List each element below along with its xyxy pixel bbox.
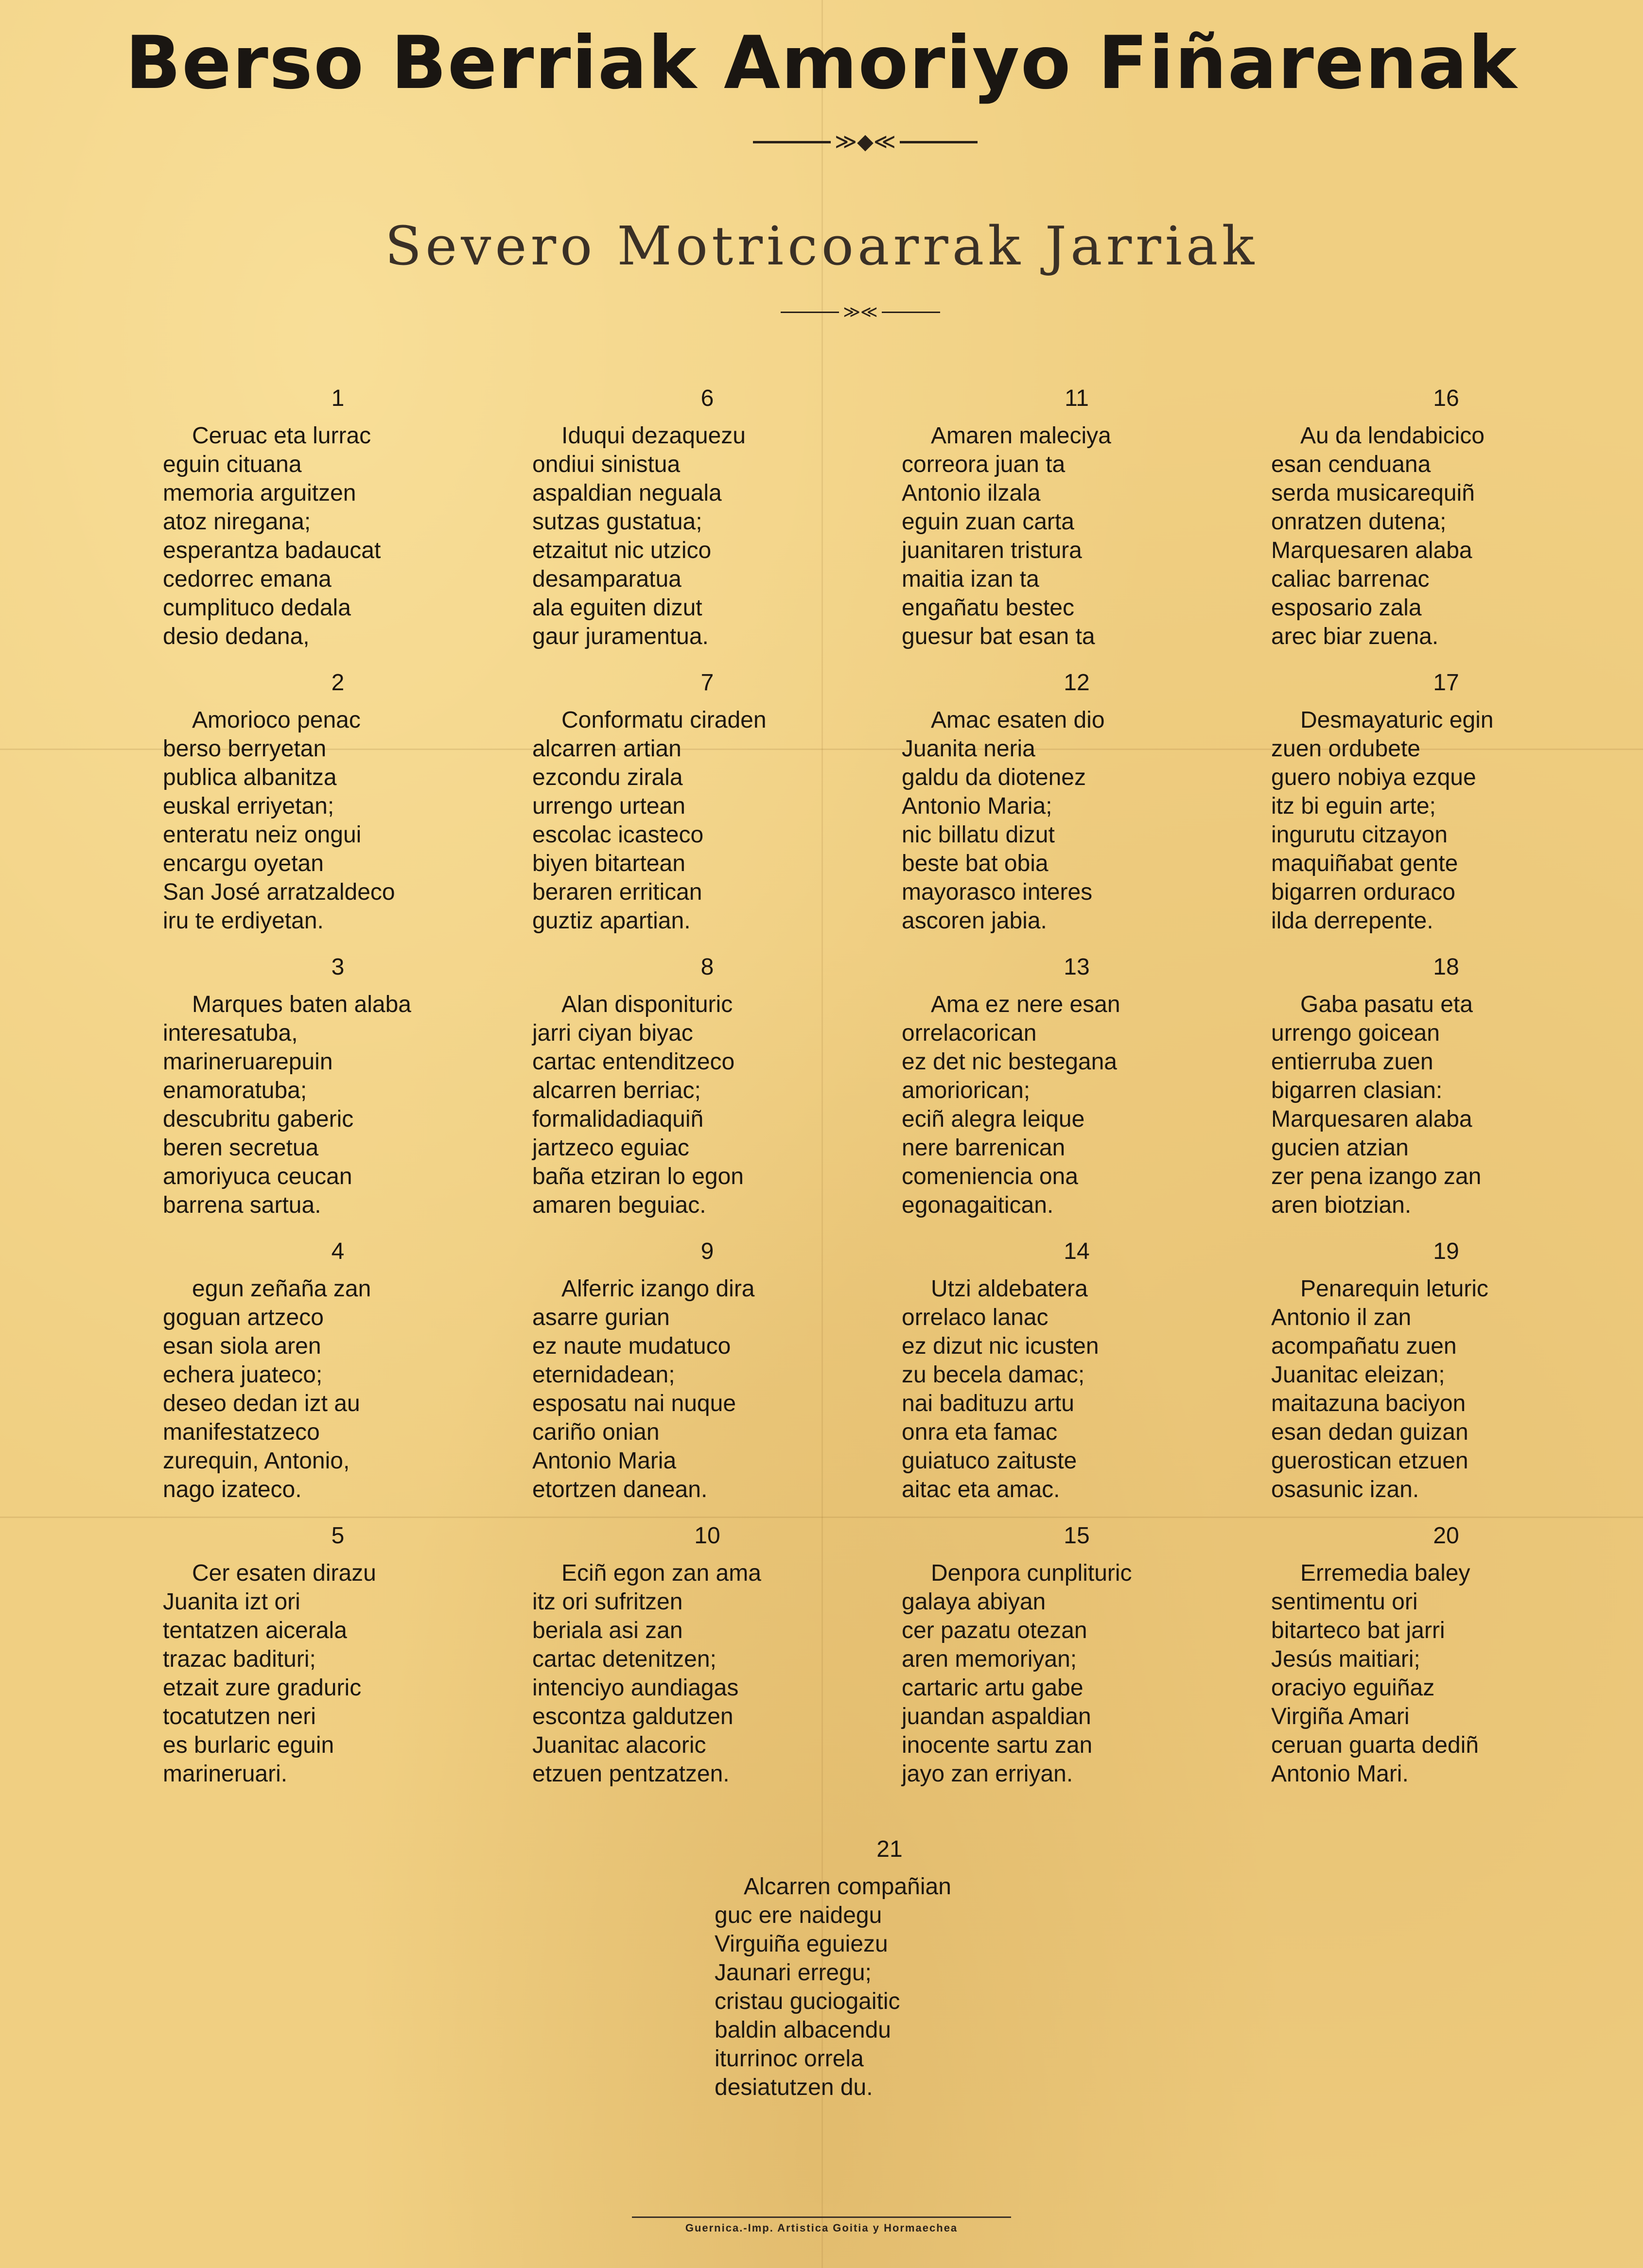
verse-line: Virgiña Amari [1271,1704,1410,1729]
verse-line: berso berryetan [163,736,327,762]
verse-number: 16 [1433,385,1459,411]
verse-line: juanitaren tristura [902,538,1082,563]
verse-line: cariño onian [532,1419,660,1445]
verse-line: ez dizut nic icusten [902,1333,1099,1359]
verse-line: cartaric artu gabe [902,1675,1084,1701]
verse-line: esan siola aren [163,1333,321,1359]
verse-line: esan dedan guizan [1271,1419,1468,1445]
verse-line: aren biotzian. [1271,1192,1412,1218]
verse-line: eguin cituana [163,452,302,477]
subtitle-ornament: ≫≪ [773,304,948,320]
page-subtitle: Severo Motricoarrak Jarriak [385,215,1258,277]
verse-line: amoriyuca ceucan [163,1164,352,1189]
verse-line: es burlaric eguin [163,1732,334,1758]
verse-line: ez naute mudatuco [532,1333,731,1359]
verse-line: zurequin, Antonio, [163,1448,350,1474]
verse-line: esan cenduana [1271,452,1431,477]
verse-5 [163,1521,513,1788]
verse-line: onratzen dutena; [1271,509,1447,535]
verse-number: 14 [1064,1239,1090,1264]
verse-line: marineruari. [163,1761,288,1787]
verse-line: Amaren maleciya [931,423,1111,449]
verse-line: esperantza badaucat [163,538,381,563]
verse-line: memoria arguitzen [163,480,356,506]
verse-line: Marquesaren alaba [1271,538,1472,563]
verse-7 [532,668,882,935]
page-title: Berso Berriak Amoriyo Fiñarenak [125,21,1518,105]
verse-line: barrena sartua. [163,1192,321,1218]
verse-line: alcarren artian [532,736,682,762]
verse-line: Juanitac alacoric [532,1732,706,1758]
verse-line: Marquesaren alaba [1271,1106,1472,1132]
verse-15 [902,1521,1252,1788]
verse-line: Marques baten alaba [192,992,411,1017]
verse-number: 12 [1064,670,1090,696]
verse-number: 17 [1433,670,1459,696]
verse-3 [163,953,513,1220]
verse-line: enteratu neiz ongui [163,822,362,848]
verse-line: onra eta famac [902,1419,1058,1445]
verse-line: Utzi aldebatera [931,1276,1088,1302]
verse-line: Alferric izango dira [561,1276,755,1302]
verse-line: Penarequin leturic [1300,1276,1488,1302]
verse-10 [532,1521,882,1788]
verse-line: tentatzen aicerala [163,1618,347,1643]
verse-6 [532,384,882,651]
verse-9 [532,1237,882,1504]
verse-line: sutzas gustatua; [532,509,702,535]
verse-line: serda musicarequiñ [1271,480,1475,506]
verse-line: San José arratzaldeco [163,879,395,905]
verse-line: etortzen danean. [532,1477,708,1502]
verse-line: guerostican etzuen [1271,1448,1468,1474]
verse-21 [715,1835,1065,2102]
verse-1 [163,384,513,651]
verse-line: aren memoriyan; [902,1646,1077,1672]
verse-line: alcarren berriac; [532,1078,701,1103]
verse-line: zu becela damac; [902,1362,1085,1388]
printer-credit-text: Guernica.-Imp. Artistica Goitia y Hormaechea [685,2222,958,2234]
verse-line: acompañatu zuen [1271,1333,1457,1359]
verse-line: iru te erdiyetan. [163,908,324,934]
verse-number: 8 [700,954,714,980]
verse-line: orrelacorican [902,1020,1037,1046]
verse-line: esposatu nai nuque [532,1391,736,1416]
verse-line: guiatuco zaituste [902,1448,1077,1474]
verse-line: enamoratuba; [163,1078,307,1103]
verse-line: urrengo goicean [1271,1020,1440,1046]
verse-line: Denpora cunplituric [931,1560,1132,1586]
verse-line: gaur juramentua. [532,624,709,649]
verse-line: aspaldian neguala [532,480,722,506]
verse-line: desiatutzen du. [715,2075,873,2100]
verse-line: egun zeñaña zan [192,1276,371,1302]
verse-line: descubritu gaberic [163,1106,354,1132]
verse-11 [902,384,1252,651]
verse-line: etzaitut nic utzico [532,538,712,563]
verse-line: etzuen pentzatzen. [532,1761,730,1787]
verse-line: marineruarepuin [163,1049,333,1075]
verse-line: mayorasco interes [902,879,1093,905]
verse-16 [1271,384,1621,651]
verse-line: Erremedia baley [1300,1560,1470,1586]
verse-number: 1 [331,385,345,411]
verse-line: Virguiña eguiezu [715,1931,888,1957]
verse-line: beraren erritican [532,879,702,905]
verse-line: baldin albacendu [715,2017,891,2043]
verse-line: guesur bat esan ta [902,624,1095,649]
verse-line: guztiz apartian. [532,908,691,934]
verse-line: ilda derrepente. [1271,908,1433,934]
verse-number: 4 [331,1239,345,1264]
verse-number: 19 [1433,1239,1459,1264]
verse-line: nic billatu dizut [902,822,1055,848]
verse-line: euskal erriyetan; [163,793,334,819]
verse-line: ala eguiten dizut [532,595,702,621]
verse-number: 3 [331,954,345,980]
verse-line: deseo dedan izt au [163,1391,360,1416]
verse-line: echera juateco; [163,1362,323,1388]
verse-line: oraciyo eguiñaz [1271,1675,1435,1701]
verse-line: Antonio Maria; [902,793,1052,819]
verse-line: ezcondu zirala [532,765,683,790]
verse-line: jarri ciyan biyac [532,1020,693,1046]
verse-17 [1271,668,1621,935]
verse-line: goguan artzeco [163,1305,324,1330]
verse-line: zuen ordubete [1271,736,1420,762]
verse-line: guc ere naidegu [715,1902,882,1928]
verse-line: interesatuba, [163,1020,298,1046]
verse-line: cumplituco dedala [163,595,351,621]
verse-line: jartzeco eguiac [532,1135,689,1161]
verse-line: Juanita neria [902,736,1035,762]
verse-line: encargu oyetan [163,851,324,876]
verse-line: amaren beguiac. [532,1192,706,1218]
verse-line: amoriorican; [902,1078,1031,1103]
verse-line: etzait zure graduric [163,1675,362,1701]
verse-number: 20 [1433,1523,1459,1549]
verse-line: Antonio ilzala [902,480,1041,506]
verse-line: Alan disponituric [561,992,733,1017]
verse-line: escolac icasteco [532,822,704,848]
verse-line: juandan aspaldian [902,1704,1091,1729]
verse-line: aitac eta amac. [902,1477,1060,1502]
verse-line: iturrinoc orrela [715,2046,864,2072]
verse-19 [1271,1237,1621,1504]
verse-line: comeniencia ona [902,1164,1078,1189]
verse-14 [902,1237,1252,1504]
verse-line: sentimentu ori [1271,1589,1418,1615]
verse-line: Gaba pasatu eta [1300,992,1473,1017]
verse-line: cartac entenditzeco [532,1049,735,1075]
verse-line: Juanitac eleizan; [1271,1362,1445,1388]
verse-line: Amac esaten dio [931,707,1105,733]
verse-line: itz bi eguin arte; [1271,793,1436,819]
verse-number: 6 [700,385,714,411]
verse-line: Iduqui dezaquezu [561,423,746,449]
verse-line: Eciñ egon zan ama [561,1560,761,1586]
footer-rule [632,2216,1011,2218]
verse-line: Amorioco penac [192,707,361,733]
verse-line: nago izateco. [163,1477,302,1502]
verse-line: Antonio Maria [532,1448,677,1474]
verse-number: 7 [700,670,714,696]
verse-line: Ceruac eta lurrac [192,423,371,449]
verse-number: 15 [1064,1523,1090,1549]
verse-line: trazac badituri; [163,1646,316,1672]
verse-line: urrengo urtean [532,793,685,819]
verse-number: 11 [1065,385,1089,411]
verse-line: galaya abiyan [902,1589,1046,1615]
verse-line: manifestatzeco [163,1419,320,1445]
verse-line: cartac detenitzen; [532,1646,717,1672]
verse-line: asarre gurian [532,1305,670,1330]
verse-line: itz ori sufritzen [532,1589,683,1615]
verse-line: desamparatua [532,566,682,592]
verse-line: bigarren orduraco [1271,879,1455,905]
verse-line: intenciyo aundiagas [532,1675,739,1701]
verse-number: 9 [700,1239,714,1264]
verse-line: caliac barrenac [1271,566,1430,592]
verse-line: formalidadiaquiñ [532,1106,704,1132]
verse-line: beste bat obia [902,851,1049,876]
verse-line: Ama ez nere esan [931,992,1120,1017]
verse-number: 21 [876,1836,903,1862]
verse-line: Cer esaten dirazu [192,1560,376,1586]
verse-8 [532,953,882,1220]
verse-line: ceruan guarta dediñ [1271,1732,1479,1758]
verse-line: beren secretua [163,1135,319,1161]
verse-line: esposario zala [1271,595,1422,621]
verse-number: 13 [1064,954,1090,980]
verse-line: eguin zuan carta [902,509,1074,535]
verse-line: eciñ alegra leique [902,1106,1085,1132]
verse-line: maquiñabat gente [1271,851,1458,876]
verse-line: zer pena izango zan [1271,1164,1482,1189]
verse-line: beriala asi zan [532,1618,683,1643]
verse-20 [1271,1521,1621,1788]
verse-number: 18 [1433,954,1459,980]
verse-line: cer pazatu otezan [902,1618,1087,1643]
verse-line: Alcarren compañian [744,1874,951,1900]
verse-line: maitazuna baciyon [1271,1391,1466,1416]
verse-line: maitia izan ta [902,566,1039,592]
verse-line: galdu da diotenez [902,765,1086,790]
verse-number: 2 [331,670,345,696]
verse-line: Juanita izt ori [163,1589,300,1615]
verse-line: Jaunari erregu; [715,1960,872,1986]
verse-line: egonagaitican. [902,1192,1054,1218]
verse-line: desio dedana, [163,624,310,649]
verse-number: 10 [694,1523,720,1549]
verse-line: ingurutu citzayon [1271,822,1448,848]
verse-number: 5 [331,1523,345,1549]
verse-line: cedorrec emana [163,566,332,592]
verse-4 [163,1237,513,1504]
verse-2 [163,668,513,935]
verse-line: baña etziran lo egon [532,1164,744,1189]
verse-line: escontza galdutzen [532,1704,734,1729]
verse-18 [1271,953,1621,1220]
verse-13 [902,953,1252,1220]
verse-line: engañatu bestec [902,595,1074,621]
verse-line: atoz niregana; [163,509,311,535]
verse-line: nai badituzu artu [902,1391,1074,1416]
verse-line: ez det nic bestegana [902,1049,1117,1075]
verse-line: Au da lendabicico [1300,423,1485,449]
verse-line: biyen bitartean [532,851,685,876]
verse-line: Conformatu ciraden [561,707,767,733]
verse-line: nere barrenican [902,1135,1066,1161]
verse-line: correora juan ta [902,452,1066,477]
verse-line: Antonio Mari. [1271,1761,1409,1787]
verse-line: entierruba zuen [1271,1049,1433,1075]
verse-line: gucien atzian [1271,1135,1409,1161]
verse-line: orrelaco lanac [902,1305,1049,1330]
verse-12 [902,668,1252,935]
verse-line: ondiui sinistua [532,452,681,477]
verse-line: guero nobiya ezque [1271,765,1476,790]
title-ornament: ≫◆≪ [744,131,987,153]
verse-line: eternidadean; [532,1362,675,1388]
verse-line: publica albanitza [163,765,337,790]
printer-credit [0,2216,1643,2234]
verse-line: ascoren jabia. [902,908,1047,934]
verse-line: tocatutzen neri [163,1704,316,1729]
verse-line: jayo zan erriyan. [902,1761,1073,1787]
verse-line: bigarren clasian: [1271,1078,1443,1103]
verse-line: arec biar zuena. [1271,624,1439,649]
verse-line: inocente sartu zan [902,1732,1093,1758]
verse-line: cristau guciogaitic [715,1989,900,2014]
verse-line: Desmayaturic egin [1300,707,1494,733]
verse-line: Jesús maitiari; [1271,1646,1420,1672]
verse-line: bitarteco bat jarri [1271,1618,1445,1643]
verse-line: osasunic izan. [1271,1477,1419,1502]
verse-line: Antonio il zan [1271,1305,1412,1330]
